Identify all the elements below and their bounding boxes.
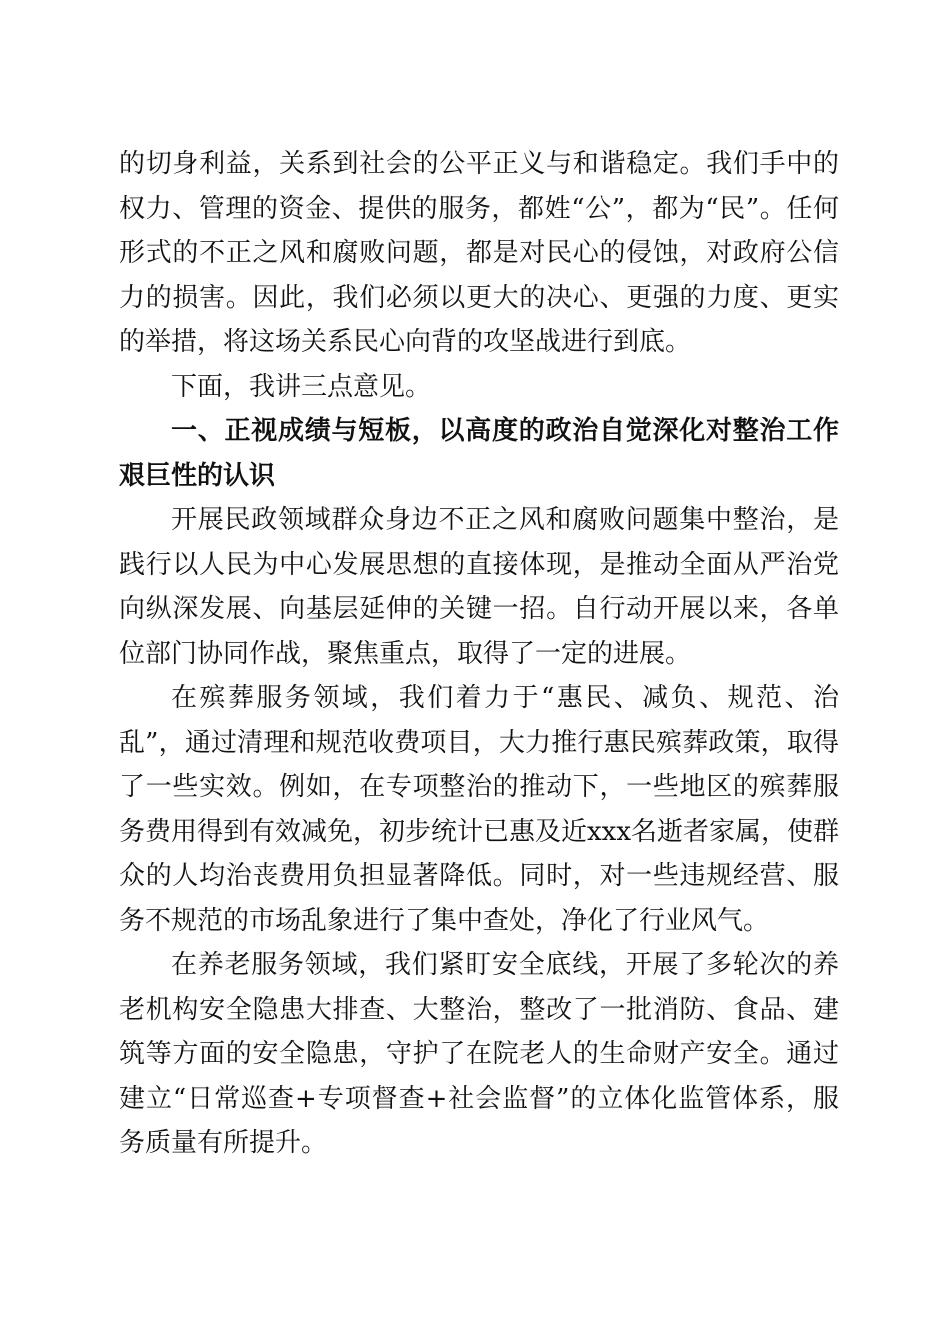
paragraph-continuation: 的切身利益，关系到社会的公平正义与和谐稳定。我们手中的权力、管理的资金、提供的服务，都姓“公”，都为“民”。任何形式的不正之风和腐败问题，都是对民心的侵蚀，对政府公信力的损害。因此，我们必须以更大的决心、更强的力度、更实的举措，将这场关系民心向背的攻坚战进行到底。: [119, 149, 839, 357]
paragraph-overview: 开展民政领域群众身边不正之风和腐败问题集中整治，是践行以人民为中心发展思想的直接体现，是推动全面从严治党向纵深发展、向基层延伸的关键一招。自行动开展以来，各单位部门协同作战，聚焦重点，取得了一定的进展。: [119, 505, 839, 669]
paragraph-intro: 下面，我讲三点意见。: [171, 371, 432, 402]
document-body: [119, 142, 839, 1166]
paragraph-elderly-care: 在养老服务领域，我们紧盯安全底线，开展了多轮次的养老机构安全隐患大排查、大整治，整改了一批消防、食品、建筑等方面的安全隐患，守护了在院老人的生命财产安全。通过建立“日常巡查+专项督查+社会监督”的立体化监管体系，服务质量有所提升。: [119, 950, 839, 1158]
section-heading-1: 一、正视成绩与短板，以高度的政治自觉深化对整治工作艰巨性的认识: [119, 416, 839, 491]
paragraph-funeral-services: 在殡葬服务领域，我们着力于“惠民、减负、规范、治乱”，通过清理和规范收费项目，大力推行惠民殡葬政策，取得了一些实效。例如，在专项整治的推动下，一些地区的殡葬服务费用得到有效减免，初步统计已惠及近xxx名逝者家属，使群众的人均治丧费用负担显著降低。同时，对一些违规经营、服务不规范的市场乱象进行了集中查处，净化了行业风气。: [119, 683, 839, 936]
